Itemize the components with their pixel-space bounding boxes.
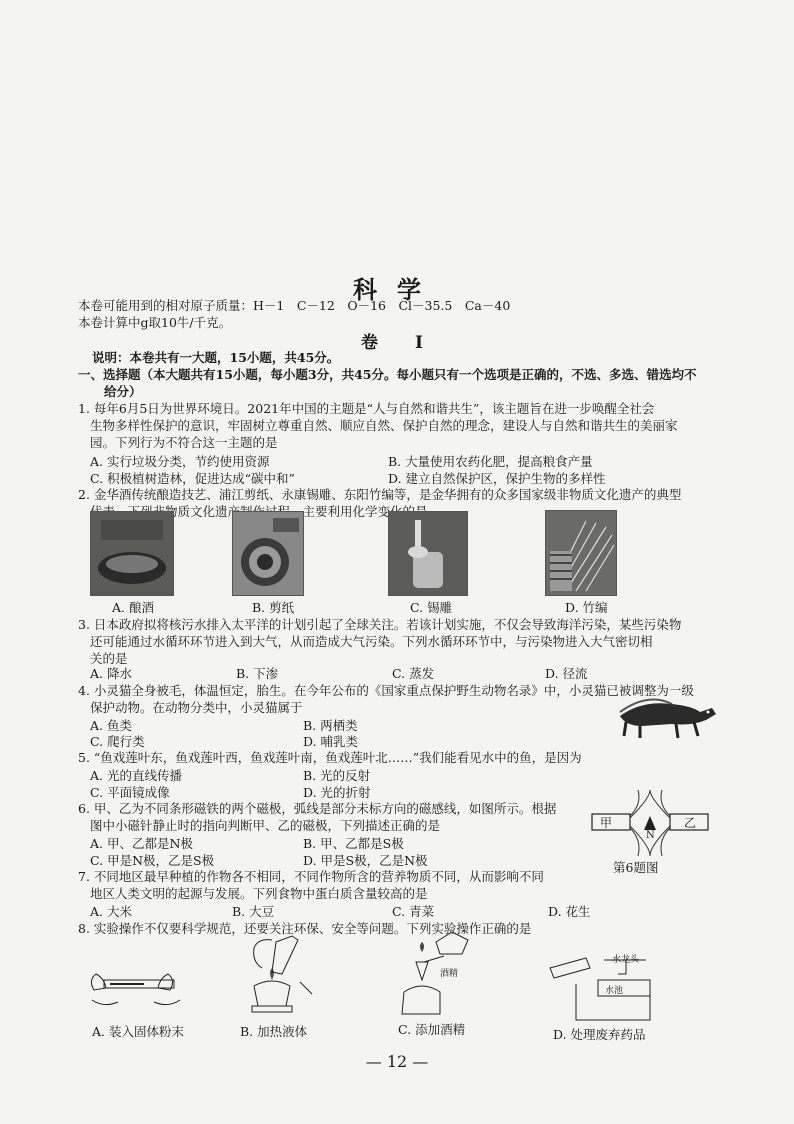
q6-text-2: 图中小磁针静止时的指向判断甲、乙的磁极，下列描述正确的是	[90, 818, 441, 833]
q4-text-2: 保护动物。在动物分类中，小灵猫属于	[90, 700, 303, 715]
page-number: — 12 —	[365, 1052, 429, 1071]
q3-text-2: 还可能通过水循环环节进入到大气，从而造成大气污染。下列水循环环节中，与污染物进入大气密切相	[90, 634, 653, 649]
q4-text-1: 4. 小灵猫全身被毛，体温恒定，胎生。在今年公布的《国家重点保护野生动物名录》中，小灵猫已被调整为一级	[78, 683, 694, 698]
figure-waste-disposal	[546, 954, 656, 1024]
civet-illustration	[612, 682, 722, 742]
q1-text-3: 园。下列行为不符合这一主题的是	[90, 435, 278, 450]
q2-text-1: 2. 金华酒传统酿造技艺、浦江剪纸、永康锡雕、东阳竹编等，是金华拥有的众多国家级非物质文化遗产的典型	[78, 487, 682, 502]
q7-option-c: C. 青菜	[392, 904, 435, 919]
magnet-label-left: 甲	[600, 816, 613, 830]
figure-heating-liquid	[232, 928, 332, 1018]
q1-option-b: B. 大量使用农药化肥，提高粮食产量	[388, 454, 593, 469]
bamboo-weaving-illustration	[546, 511, 616, 595]
atomic-mass-note: 本卷可能用到的相对原子质量：H－1 C－12 O－16 Cl－35.5 Ca－40	[78, 298, 511, 313]
page-title: 科学	[353, 275, 441, 304]
magnet-figure	[590, 790, 710, 856]
q6-option-d: D. 甲是S极，乙是N极	[303, 853, 428, 868]
alcohol-label: 酒精	[440, 969, 459, 979]
papercut-illustration	[233, 512, 303, 595]
q3-text-3: 关的是	[90, 651, 128, 666]
q6-option-a: A. 甲、乙都是N极	[90, 836, 193, 851]
photo-tin-carving	[388, 511, 468, 596]
q8-option-b: B. 加热液体	[240, 1024, 308, 1039]
photo-papercut	[232, 511, 304, 596]
q5-option-b: B. 光的反射	[303, 768, 371, 783]
q6-option-b: B. 甲、乙都是S极	[303, 836, 404, 851]
q8-option-a: A. 装入固体粉末	[92, 1024, 184, 1039]
q3-option-c: C. 蒸发	[392, 666, 435, 681]
q3-option-d: D. 径流	[545, 666, 588, 681]
q1-option-a: A. 实行垃圾分类，节约使用资源	[90, 454, 270, 469]
q8-text-1: 8. 实验操作不仅要科学规范，还要关注环保、安全等问题。下列实验操作正确的是	[78, 921, 532, 936]
q5-option-c: C. 平面镜成像	[90, 785, 170, 800]
q5-option-d: D. 光的折射	[303, 785, 371, 800]
q7-text-2: 地区人类文明的起源与发展。下列食物中蛋白质含量较高的是	[90, 886, 428, 901]
sink-label: 水池	[605, 986, 624, 996]
q1-option-c: C. 积极植树造林，促进达成“碳中和”	[90, 471, 295, 486]
q1-text-1: 1. 每年6月5日为世界环境日。2021年中国的主题是“人与自然和谐共生”，该主题旨在进一步唤醒全社会	[78, 401, 655, 416]
q8-option-d: D. 处理废弃药品	[553, 1027, 646, 1042]
q4-option-d: D. 哺乳类	[303, 734, 359, 749]
tin-carving-illustration	[389, 512, 467, 595]
gravity-note: 本卷计算中g取10牛/千克。	[78, 315, 232, 330]
photo-brewing	[90, 511, 174, 596]
q7-option-d: D. 花生	[548, 904, 591, 919]
q7-text-1: 7. 不同地区最早种植的作物各不相同，不同作物所含的营养物质不同，从而影响不同	[78, 869, 544, 884]
brewing-illustration	[91, 512, 173, 595]
q1-text-2: 生物多样性保护的意识，牢固树立尊重自然、顺应自然、保护自然的理念，建设人与自然和谐共生的美丽家	[90, 418, 678, 433]
q4-option-c: C. 爬行类	[90, 734, 145, 749]
q4-option-a: A. 鱼类	[90, 718, 132, 733]
figure6-caption: 第6题图	[613, 860, 659, 875]
q4-option-b: B. 两栖类	[303, 718, 358, 733]
part1-heading: 一、选择题（本大题共有15小题，每小题3分，共45分。每小题只有一个选项是正确的，不选、多选、错选均不	[78, 367, 697, 382]
q7-option-a: A. 大米	[90, 904, 132, 919]
compass-n-label: N	[646, 830, 655, 841]
q3-text-1: 3. 日本政府拟将核污水排入太平洋的计划引起了全球关注。若该计划实施，不仅会导致海洋污染，某些污染物	[78, 617, 682, 632]
q2-option-c: C. 锡雕	[410, 600, 453, 615]
q5-option-a: A. 光的直线传播	[90, 768, 182, 783]
q5-text-1: 5. “鱼戏莲叶东，鱼戏莲叶西，鱼戏莲叶南，鱼戏莲叶北……”我们能看见水中的鱼，是因为	[78, 750, 582, 765]
q3-option-b: B. 下渗	[236, 666, 279, 681]
q2-option-a: A. 酿酒	[112, 600, 154, 615]
section-note: 说明：本卷共有一大题，15小题，共45分。	[92, 350, 340, 365]
figure-powder-loading	[84, 950, 194, 1012]
q6-option-c: C. 甲是N极，乙是S极	[90, 853, 215, 868]
section-title: 卷 Ⅰ	[361, 333, 433, 353]
q6-text-1: 6. 甲、乙为不同条形磁铁的两个磁极，弧线是部分未标方向的磁感线，如图所示。根据	[78, 801, 557, 816]
photo-bamboo-weaving	[545, 510, 617, 596]
q2-option-d: D. 竹编	[565, 600, 608, 615]
q2-option-b: B. 剪纸	[252, 600, 295, 615]
q1-option-d: D. 建立自然保护区，保护生物的多样性	[388, 471, 606, 486]
q7-option-b: B. 大豆	[232, 904, 275, 919]
q3-option-a: A. 降水	[90, 666, 132, 681]
part1-heading-cont: 给分）	[104, 384, 142, 399]
tap-label: 水龙头	[612, 955, 640, 965]
q8-option-c: C. 添加酒精	[398, 1022, 466, 1037]
magnet-label-right: 乙	[684, 816, 697, 830]
